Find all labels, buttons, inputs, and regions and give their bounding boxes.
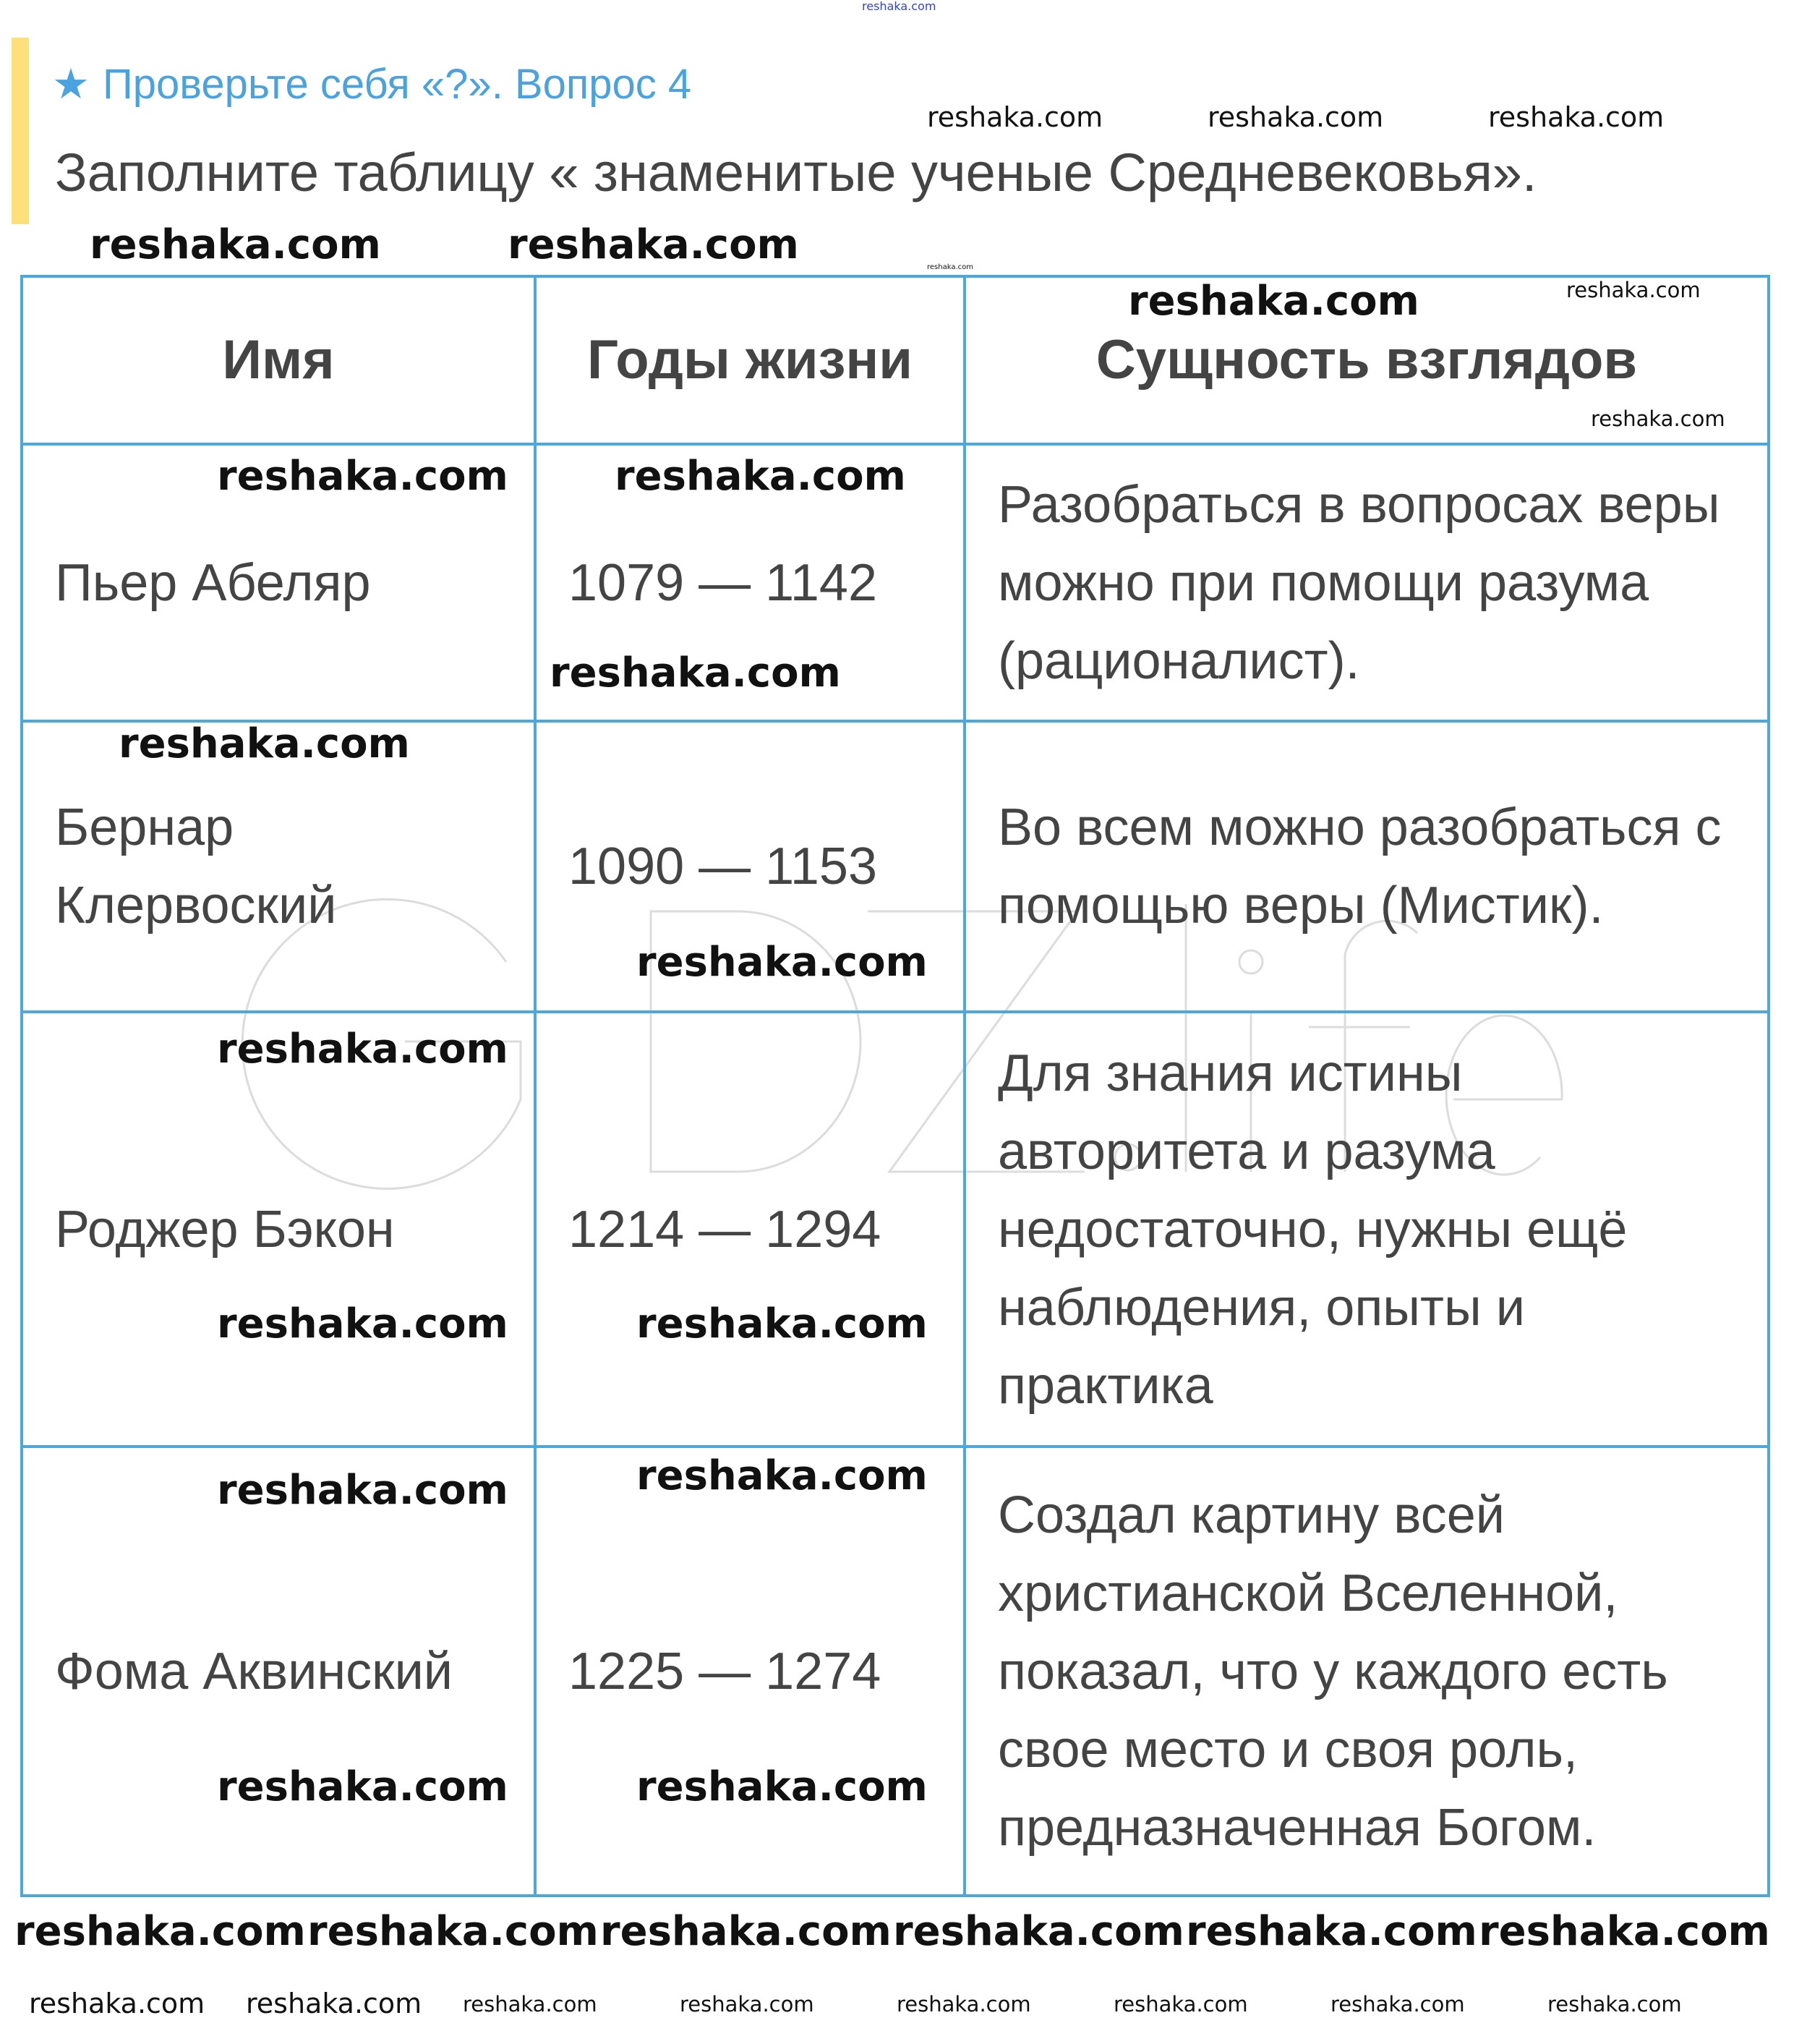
question-title: Проверьте себя «?». Вопрос 4 xyxy=(103,61,692,108)
cell-years: 1079 — 1142 xyxy=(535,444,965,721)
watermark: reshaka.com xyxy=(119,720,410,767)
watermark: reshaka.com xyxy=(862,0,936,13)
table-header-row xyxy=(22,276,1769,444)
cell-name: Пьер Абеляр xyxy=(22,444,535,721)
watermark: reshaka.com xyxy=(1208,101,1384,133)
watermark: reshaka.com xyxy=(463,1992,597,2017)
scientists-table xyxy=(20,275,1770,1897)
watermark: reshaka.com xyxy=(1114,1992,1248,2017)
cell-views: Создал картину всей христианской Вселенной, показал, что у каждого есть свое место и своя роль, предназначенная Богом. xyxy=(965,1447,1769,1896)
watermark: reshaka.com xyxy=(90,221,381,268)
header-views: Сущность взглядов xyxy=(965,276,1769,444)
watermark: reshaka.com xyxy=(14,1908,306,1955)
watermark: reshaka.com xyxy=(927,101,1103,133)
watermark: reshaka.com xyxy=(1186,1908,1477,1955)
watermark: reshaka.com xyxy=(217,1467,508,1514)
watermark: reshaka.com xyxy=(246,1988,422,2019)
cell-views: Разобраться в вопросах веры можно при помощи разума (рационалист). xyxy=(965,444,1769,721)
watermark: reshaka.com xyxy=(600,1908,892,1955)
cell-views: Во всем можно разобраться с помощью веры (Мистик). xyxy=(965,721,1769,1012)
watermark: reshaka.com xyxy=(217,1026,508,1073)
cell-views: Для знания истины авторитета и разума недостаточно, нужны ещё наблюдения, опыты и практика xyxy=(965,1012,1769,1447)
watermark: reshaka.com xyxy=(680,1992,814,2017)
table-row xyxy=(22,1012,1769,1447)
watermark: reshaka.com xyxy=(217,1763,508,1810)
header-name: Имя xyxy=(22,276,535,444)
cell-name: Фома Аквинский xyxy=(22,1447,535,1896)
watermark: reshaka.com xyxy=(927,263,973,271)
watermark: reshaka.com xyxy=(1591,406,1725,431)
watermark: reshaka.com xyxy=(29,1988,205,2019)
watermark: reshaka.com xyxy=(1128,278,1419,325)
watermark: reshaka.com xyxy=(1488,101,1665,133)
watermark: reshaka.com xyxy=(1479,1908,1770,1955)
task-text: Заполните таблицу « знаменитые ученые Средневековья». xyxy=(55,142,1537,203)
watermark: reshaka.com xyxy=(217,453,508,500)
question-heading xyxy=(52,59,691,108)
watermark: reshaka.com xyxy=(217,1300,508,1347)
watermark: reshaka.com xyxy=(1330,1992,1465,2017)
watermark: reshaka.com xyxy=(615,453,906,500)
watermark: reshaka.com xyxy=(893,1908,1184,1955)
cell-name: Бернар Клервоский xyxy=(22,721,535,1012)
cell-years: 1090 — 1153 xyxy=(535,721,965,1012)
watermark: reshaka.com xyxy=(307,1908,599,1955)
watermark: reshaka.com xyxy=(508,221,799,268)
cell-years: 1214 — 1294 xyxy=(535,1012,965,1447)
watermark: reshaka.com xyxy=(636,1300,928,1347)
table-row xyxy=(22,1447,1769,1896)
watermark: reshaka.com xyxy=(550,650,841,697)
watermark: reshaka.com xyxy=(1547,1992,1682,2017)
watermark: reshaka.com xyxy=(636,1452,928,1499)
watermark: reshaka.com xyxy=(897,1992,1031,2017)
watermark: reshaka.com xyxy=(636,939,928,986)
watermark: reshaka.com xyxy=(1566,278,1701,302)
watermark: reshaka.com xyxy=(636,1763,928,1810)
star-icon: ★ xyxy=(52,61,90,108)
cell-years: 1225 — 1274 xyxy=(535,1447,965,1896)
cell-name: Роджер Бэкон xyxy=(22,1012,535,1447)
accent-bar xyxy=(12,38,29,224)
header-years: Годы жизни xyxy=(535,276,965,444)
